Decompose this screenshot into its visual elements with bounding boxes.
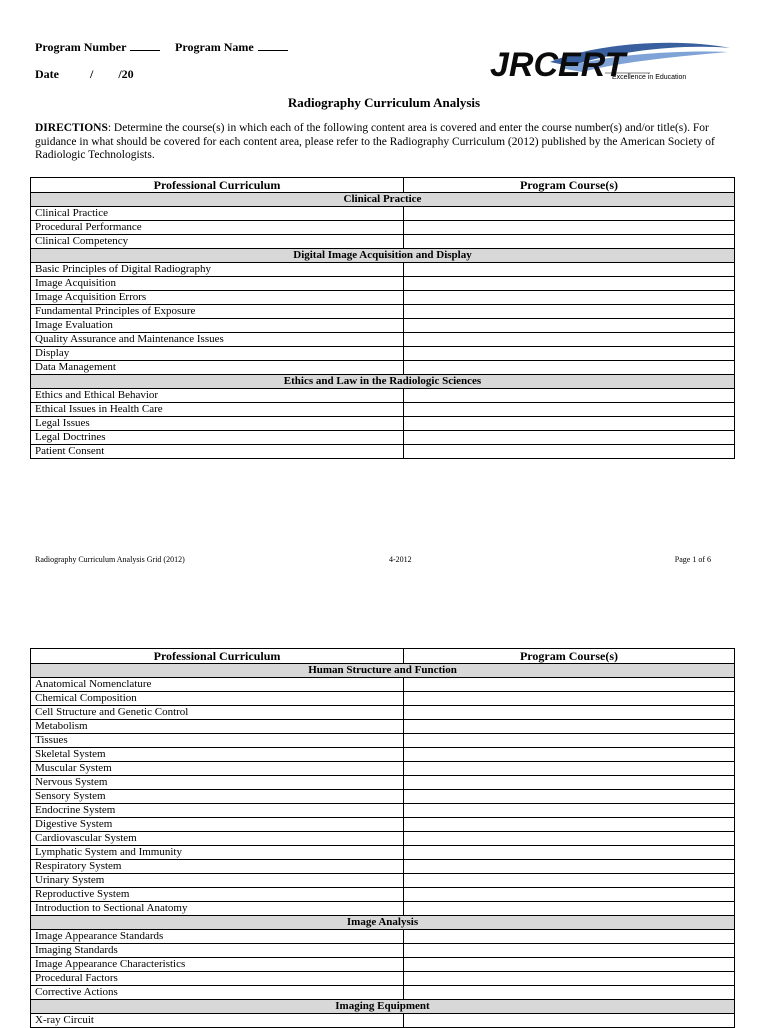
directions-label: DIRECTIONS bbox=[35, 122, 108, 134]
header-program-courses: Program Course(s) bbox=[404, 178, 735, 193]
table-row bbox=[31, 347, 735, 361]
table-row bbox=[31, 762, 735, 776]
table-row bbox=[31, 748, 735, 762]
content-area: Ethical Issues in Health Care bbox=[31, 403, 404, 417]
footer-right: Page 1 of 6 bbox=[674, 555, 711, 564]
program-course-cell[interactable] bbox=[404, 874, 735, 888]
section-header-row bbox=[31, 1000, 735, 1014]
content-area: Patient Consent bbox=[31, 445, 404, 459]
program-course-cell[interactable] bbox=[404, 235, 735, 249]
table-row bbox=[31, 361, 735, 375]
table-row bbox=[31, 818, 735, 832]
logo-text: JRCERT bbox=[490, 46, 626, 84]
directions-text bbox=[35, 122, 725, 163]
program-course-cell[interactable] bbox=[404, 734, 735, 748]
content-area: Endocrine System bbox=[31, 804, 404, 818]
program-course-cell[interactable] bbox=[404, 347, 735, 361]
content-area: Procedural Performance bbox=[31, 221, 404, 235]
table-row bbox=[31, 804, 735, 818]
program-course-cell[interactable] bbox=[404, 403, 735, 417]
content-area: Quality Assurance and Maintenance Issues bbox=[31, 333, 404, 347]
table-row bbox=[31, 860, 735, 874]
table-row bbox=[31, 930, 735, 944]
program-course-cell[interactable] bbox=[404, 445, 735, 459]
section-title: Image Analysis bbox=[31, 916, 735, 930]
table-row bbox=[31, 888, 735, 902]
program-course-cell[interactable] bbox=[404, 333, 735, 347]
content-area: Data Management bbox=[31, 361, 404, 375]
program-course-cell[interactable] bbox=[404, 860, 735, 874]
table-row bbox=[31, 319, 735, 333]
program-course-cell[interactable] bbox=[404, 361, 735, 375]
jrcert-logo bbox=[490, 40, 735, 85]
content-area: Display bbox=[31, 347, 404, 361]
table-row bbox=[31, 972, 735, 986]
content-area: Tissues bbox=[31, 734, 404, 748]
table-row bbox=[31, 431, 735, 445]
program-course-cell[interactable] bbox=[404, 762, 735, 776]
program-course-cell[interactable] bbox=[404, 389, 735, 403]
section-header-row bbox=[31, 193, 735, 207]
content-area: Cell Structure and Genetic Control bbox=[31, 706, 404, 720]
table-row bbox=[31, 944, 735, 958]
program-number-blank[interactable] bbox=[130, 40, 160, 51]
table-row bbox=[31, 986, 735, 1000]
program-course-cell[interactable] bbox=[404, 832, 735, 846]
program-name-field[interactable] bbox=[175, 40, 288, 55]
program-course-cell[interactable] bbox=[404, 776, 735, 790]
content-area: Nervous System bbox=[31, 776, 404, 790]
program-course-cell[interactable] bbox=[404, 263, 735, 277]
program-course-cell[interactable] bbox=[404, 692, 735, 706]
program-course-cell[interactable] bbox=[404, 319, 735, 333]
directions-body: : Determine the course(s) in which each of the following content area is covered and enter the course number(s) and/or title(s). For guidance in what should be covered for each content area, please refer to the Radiography Curriculum (2012) published by the American Society of Radiologic Technologists. bbox=[35, 122, 715, 161]
section-header-row bbox=[31, 664, 735, 678]
program-course-cell[interactable] bbox=[404, 305, 735, 319]
table-row bbox=[31, 734, 735, 748]
program-course-cell[interactable] bbox=[404, 431, 735, 445]
section-title: Human Structure and Function bbox=[31, 664, 735, 678]
program-name-blank[interactable] bbox=[258, 40, 288, 51]
table-row bbox=[31, 333, 735, 347]
section-title: Ethics and Law in the Radiologic Sciences bbox=[31, 375, 735, 389]
program-number-label: Program Number bbox=[35, 40, 127, 54]
section-title: Digital Image Acquisition and Display bbox=[31, 249, 735, 263]
content-area: Reproductive System bbox=[31, 888, 404, 902]
program-name-label: Program Name bbox=[175, 40, 254, 54]
footer-left: Radiography Curriculum Analysis Grid (2012) bbox=[35, 555, 185, 564]
program-number-field[interactable] bbox=[35, 40, 160, 55]
program-course-cell[interactable] bbox=[404, 1014, 735, 1028]
content-area: Sensory System bbox=[31, 790, 404, 804]
table-row bbox=[31, 389, 735, 403]
header-professional-curriculum-p2: Professional Curriculum bbox=[31, 649, 404, 664]
program-course-cell[interactable] bbox=[404, 720, 735, 734]
table-row bbox=[31, 277, 735, 291]
curriculum-table-page1 bbox=[30, 177, 735, 459]
curriculum-table-page2 bbox=[30, 648, 735, 1028]
header-professional-curriculum: Professional Curriculum bbox=[31, 178, 404, 193]
program-course-cell[interactable] bbox=[404, 902, 735, 916]
table-row bbox=[31, 235, 735, 249]
program-course-cell[interactable] bbox=[404, 972, 735, 986]
program-course-cell[interactable] bbox=[404, 277, 735, 291]
content-area: Basic Principles of Digital Radiography bbox=[31, 263, 404, 277]
table-row bbox=[31, 846, 735, 860]
content-area: Anatomical Nomenclature bbox=[31, 678, 404, 692]
program-course-cell[interactable] bbox=[404, 804, 735, 818]
footer-center: 4-2012 bbox=[389, 555, 412, 564]
table-row bbox=[31, 706, 735, 720]
section-header-row bbox=[31, 249, 735, 263]
table-row bbox=[31, 720, 735, 734]
content-area: Image Acquisition bbox=[31, 277, 404, 291]
content-area: Cardiovascular System bbox=[31, 832, 404, 846]
table-row bbox=[31, 902, 735, 916]
content-area: Respiratory System bbox=[31, 860, 404, 874]
program-course-cell[interactable] bbox=[404, 221, 735, 235]
header-program-courses-p2: Program Course(s) bbox=[404, 649, 735, 664]
content-area: Image Appearance Standards bbox=[31, 930, 404, 944]
logo-tagline: Excellence in Education bbox=[612, 74, 687, 81]
program-course-cell[interactable] bbox=[404, 958, 735, 972]
content-area: Image Acquisition Errors bbox=[31, 291, 404, 305]
content-area: Muscular System bbox=[31, 762, 404, 776]
table-row bbox=[31, 958, 735, 972]
program-course-cell[interactable] bbox=[404, 888, 735, 902]
content-area: Ethics and Ethical Behavior bbox=[31, 389, 404, 403]
program-course-cell[interactable] bbox=[404, 986, 735, 1000]
program-course-cell[interactable] bbox=[404, 291, 735, 305]
table-row bbox=[31, 291, 735, 305]
content-area: Imaging Standards bbox=[31, 944, 404, 958]
table-row bbox=[31, 874, 735, 888]
content-area: Introduction to Sectional Anatomy bbox=[31, 902, 404, 916]
table-row bbox=[31, 403, 735, 417]
date-separator: / bbox=[90, 67, 94, 81]
content-area: X-ray Circuit bbox=[31, 1014, 404, 1028]
program-course-cell[interactable] bbox=[404, 678, 735, 692]
content-area: Clinical Practice bbox=[31, 207, 404, 221]
program-course-cell[interactable] bbox=[404, 207, 735, 221]
table-row bbox=[31, 445, 735, 459]
table-row bbox=[31, 832, 735, 846]
content-area: Digestive System bbox=[31, 818, 404, 832]
content-area: Urinary System bbox=[31, 874, 404, 888]
section-title: Imaging Equipment bbox=[31, 1000, 735, 1014]
table-row bbox=[31, 417, 735, 431]
program-course-cell[interactable] bbox=[404, 846, 735, 860]
table-row bbox=[31, 207, 735, 221]
program-course-cell[interactable] bbox=[404, 790, 735, 804]
table-row bbox=[31, 776, 735, 790]
table-row bbox=[31, 221, 735, 235]
content-area: Metabolism bbox=[31, 720, 404, 734]
content-area: Image Evaluation bbox=[31, 319, 404, 333]
section-header-row bbox=[31, 375, 735, 389]
program-course-cell[interactable] bbox=[404, 706, 735, 720]
content-area: Lymphatic System and Immunity bbox=[31, 846, 404, 860]
content-area: Corrective Actions bbox=[31, 986, 404, 1000]
table-row bbox=[31, 790, 735, 804]
date-field[interactable] bbox=[35, 67, 134, 82]
table-row bbox=[31, 692, 735, 706]
content-area: Fundamental Principles of Exposure bbox=[31, 305, 404, 319]
document-title: Radiography Curriculum Analysis bbox=[287, 95, 481, 110]
date-label: Date bbox=[35, 67, 59, 81]
program-course-cell[interactable] bbox=[404, 930, 735, 944]
program-course-cell[interactable] bbox=[404, 417, 735, 431]
table-row bbox=[31, 305, 735, 319]
content-area: Procedural Factors bbox=[31, 972, 404, 986]
section-header-row bbox=[31, 916, 735, 930]
program-course-cell[interactable] bbox=[404, 748, 735, 762]
content-area: Legal Issues bbox=[31, 417, 404, 431]
logo-swoosh-icon bbox=[490, 40, 735, 85]
content-area: Legal Doctrines bbox=[31, 431, 404, 445]
section-title: Clinical Practice bbox=[31, 193, 735, 207]
table-row bbox=[31, 263, 735, 277]
program-course-cell[interactable] bbox=[404, 944, 735, 958]
date-year: /20 bbox=[118, 67, 134, 81]
content-area: Image Appearance Characteristics bbox=[31, 958, 404, 972]
table-row bbox=[31, 678, 735, 692]
program-course-cell[interactable] bbox=[404, 818, 735, 832]
content-area: Chemical Composition bbox=[31, 692, 404, 706]
table-row bbox=[31, 1014, 735, 1028]
content-area: Skeletal System bbox=[31, 748, 404, 762]
content-area: Clinical Competency bbox=[31, 235, 404, 249]
